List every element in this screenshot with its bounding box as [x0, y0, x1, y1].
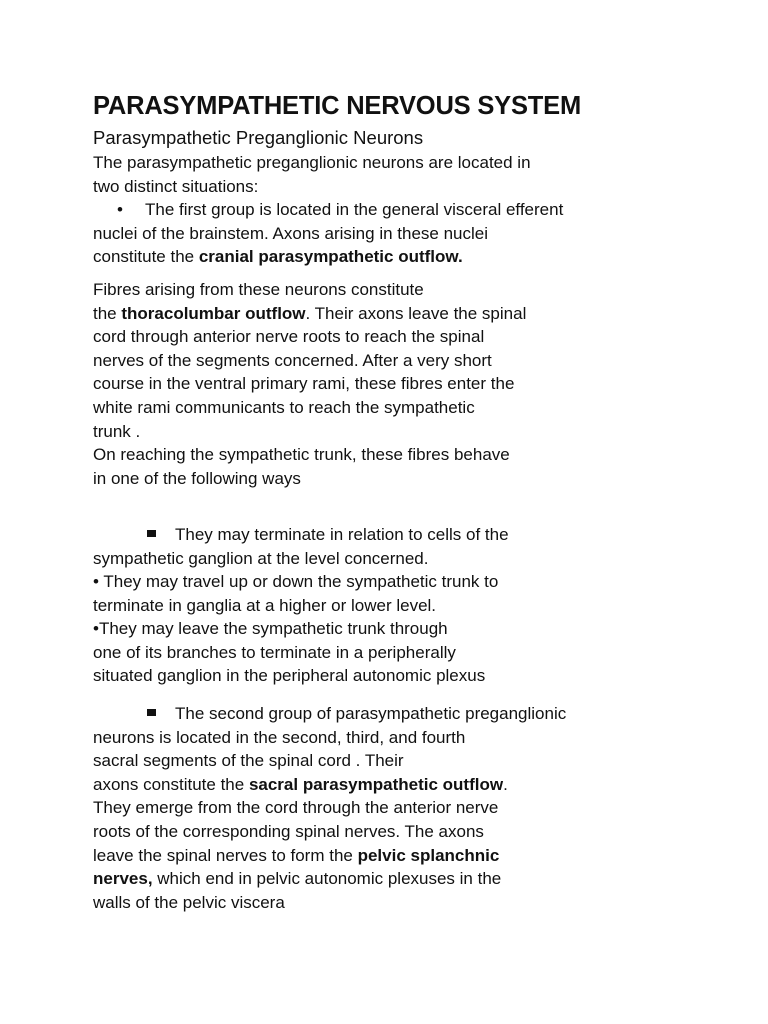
spacer [93, 688, 623, 702]
paragraph-line: course in the ventral primary rami, these fibres enter the [93, 374, 515, 394]
paragraph-line: one of its branches to terminate in a peripherally [93, 642, 456, 662]
bold-term: thoracolumbar outflow [121, 303, 306, 323]
bold-term: pelvic splanchnic [357, 845, 500, 865]
paragraph-line: constitute the cranial parasympathetic outflow. [93, 247, 463, 267]
paragraph-line: roots of the corresponding spinal nerves. The axons [93, 822, 484, 842]
paragraph-line: sympathetic ganglion at the level concerned. [93, 548, 429, 568]
bold-term: sacral parasympathetic outflow [248, 774, 504, 794]
paragraph-line: They emerge from the cord through the anterior nerve [93, 798, 499, 818]
paragraph-line: white rami communicants to reach the sympathetic [93, 397, 475, 417]
paragraph-line: axons constitute the sacral parasympathetic outflow. [93, 774, 508, 794]
spacer [93, 490, 623, 514]
paragraph-line: situated ganglion in the peripheral autonomic plexus [93, 666, 486, 686]
bold-term: cranial parasympathetic outflow. [198, 247, 463, 267]
paragraph-line: neurons is located in the second, third, and fourth [93, 727, 466, 747]
spacer [93, 514, 623, 523]
spacer [93, 269, 623, 278]
section-subtitle: Parasympathetic Preganglionic Neurons [93, 127, 424, 148]
paragraph-line: On reaching the sympathetic trunk, these fibres behave [93, 445, 510, 465]
bullet-item-second-group: The second group of parasympathetic preganglionic [93, 702, 623, 726]
paragraph-line: trunk . [93, 421, 141, 441]
paragraph-line: sacral segments of the spinal cord . Their [93, 751, 404, 771]
square-bullet-icon [147, 709, 156, 716]
bullet-item-first-group: • The first group is located in the general visceral efferent [93, 198, 623, 222]
paragraph-line: nuclei of the brainstem. Axons arising in these nuclei [93, 223, 489, 243]
square-bullet-icon [147, 530, 156, 537]
paragraph-line: Fibres arising from these neurons constitute [93, 279, 424, 299]
paragraph-line: terminate in ganglia at a higher or lower level. [93, 595, 437, 615]
paragraph-line: walls of the pelvic viscera [93, 892, 285, 912]
paragraph-line: in one of the following ways [93, 468, 301, 488]
paragraph-line: nerves of the segments concerned. After a very short [93, 350, 492, 370]
bold-term: nerves, [93, 869, 153, 889]
page-title: PARASYMPATHETIC NERVOUS SYSTEM [93, 92, 582, 120]
paragraph-line: leave the spinal nerves to form the pelvic splanchnic [93, 845, 500, 865]
paragraph-line: •They may leave the sympathetic trunk through [93, 619, 448, 639]
intro-line: The parasympathetic preganglionic neurons are located in [93, 153, 531, 172]
bullet-dot-icon: • [117, 200, 123, 220]
paragraph-line: • They may travel up or down the sympathetic trunk to [93, 572, 499, 592]
paragraph-line: the thoracolumbar outflow. Their axons leave the spinal [93, 303, 527, 323]
bullet-item-terminate: They may terminate in relation to cells of the [93, 523, 623, 547]
paragraph-line: cord through anterior nerve roots to reach the spinal [93, 327, 485, 347]
intro-line: two distinct situations: [93, 176, 259, 196]
paragraph-line: nerves, which end in pelvic autonomic plexuses in the [93, 869, 502, 889]
document-body [93, 89, 623, 914]
